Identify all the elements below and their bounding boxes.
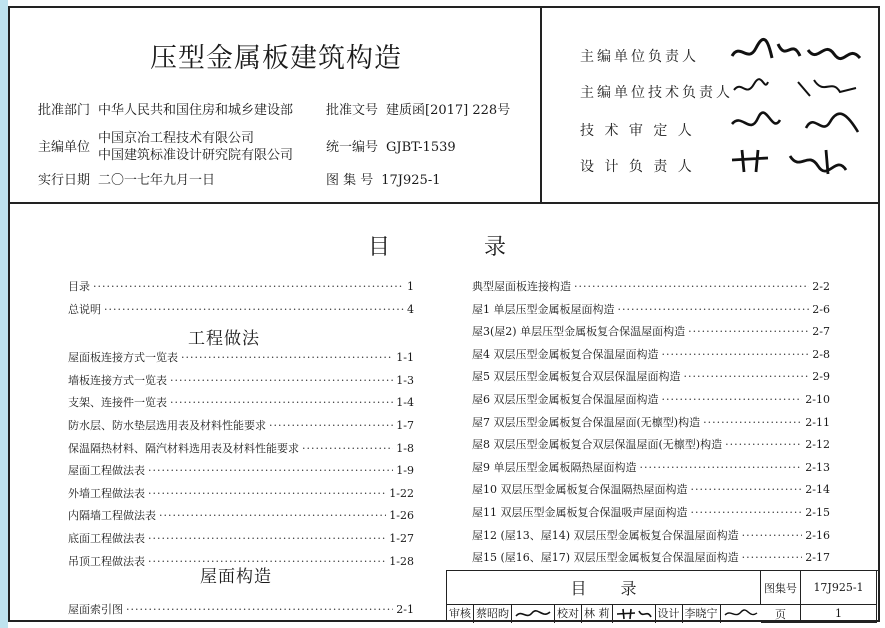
review-label: 审核 [447,605,474,623]
toc-entry[interactable]: 总说明 ····· 4 [68,301,414,324]
check-label: 校对 [555,605,582,623]
effective-date: 实行日期 二〇一七年九月一日 [38,173,216,188]
signatory-row: 主编单位负责人 [580,49,699,65]
review-name: 蔡昭昀 [474,605,512,623]
toc-entry[interactable]: 屋8 双层压型金属板复合双层保温屋面(无檩型)构造 ····· 2-12 [472,436,830,459]
handwritten-signature [728,70,868,104]
approval-doc: 批准文号 建质函[2017] 228号 [326,103,511,118]
cover-header [10,8,878,204]
unified-no: 统一编号 GJBT-1539 [326,140,456,155]
toc-entry[interactable]: 典型屋面板连接构造 ····· 2-2 [472,278,830,301]
toc-entry[interactable]: 屋4 双层压型金属板复合保温屋面构造 ····· 2-8 [472,346,830,369]
atlas-no-label: 图集号 [761,571,801,605]
signatory-panel [544,8,878,202]
toc-entry[interactable]: 吊顶工程做法表 ····· 1-28 [68,553,414,576]
design-signature [721,605,761,623]
drawing-title-block [446,570,878,622]
check-signature [613,605,656,623]
check-name: 林 莉 [582,605,613,623]
toc-entry[interactable]: 屋9 单层压型金属板隔热屋面构造 ····· 2-13 [472,459,830,482]
toc-entry[interactable]: 目录 ····· 1 [68,278,414,301]
toc-entry[interactable]: 支架、连接件一览表 ····· 1-4 [68,394,414,417]
toc-entry[interactable]: 屋3(屋2) 单层压型金属板复合保温屋面构造 ····· 2-7 [472,323,830,346]
toc-entry[interactable]: 保温隔热材料、隔汽材料选用表及材料性能要求 ····· 1-8 [68,440,414,463]
signatory-row: 技 术 审 定 人 [580,123,695,139]
toc-entry[interactable]: 屋面工程做法表 ····· 1-9 [68,462,414,485]
atlas-no-value: 17J925-1 [801,571,877,605]
toc-entry[interactable]: 屋面索引图 ····· 2-1 [68,601,414,624]
editor-unit: 主编单位 中国京冶工程技术有限公司 中国建筑标准设计研究院有限公司 [38,131,294,163]
title-block-name: 目 录 [447,571,761,605]
page-value: 1 [801,605,877,623]
toc-entry[interactable]: 屋1 单层压型金属板屋面构造 ····· 2-6 [472,301,830,324]
approval-row [447,605,761,623]
toc-entry[interactable]: 屋10 双层压型金属板复合保温隔热屋面构造 ····· 2-14 [472,481,830,504]
atlas-title: 压型金属板建筑构造 [150,43,402,74]
toc-entry[interactable]: 内隔墙工程做法表 ····· 1-26 [68,507,414,530]
section-heading-roof: 屋面构造 [200,567,272,587]
toc-entry[interactable]: 屋面板连接方式一览表 ····· 1-1 [68,349,414,372]
header-info-panel [10,8,542,202]
design-label: 设计 [656,605,683,623]
approval-dept: 批准部门 中华人民共和国住房和城乡建设部 [38,103,294,118]
toc-entry[interactable]: 底面工程做法表 ····· 1-27 [68,530,414,553]
toc-entry[interactable]: 屋6 双层压型金属板复合保温屋面构造 ····· 2-10 [472,391,830,414]
design-name: 李晓宁 [683,605,721,623]
toc-entry[interactable]: 屋12 (屋13、屋14) 双层压型金属板复合保温屋面构造 ····· 2-16 [472,527,830,550]
section-heading-engineering: 工程做法 [188,329,260,349]
scan-edge-strip [0,0,8,628]
toc-entry[interactable]: 防水层、防水垫层选用表及材料性能要求 ····· 1-7 [68,417,414,440]
toc-entry[interactable]: 屋11 双层压型金属板复合保温吸声屋面构造 ····· 2-15 [472,504,830,527]
toc-right-column [472,278,830,572]
toc-title-left: 目 [368,235,392,260]
handwritten-signature [728,144,868,180]
handwritten-signature [728,106,868,142]
drawing-frame [8,6,880,622]
atlas-no: 图 集 号 17J925-1 [326,173,441,188]
toc-entry[interactable]: 屋7 双层压型金属板复合保温屋面(无檩型)构造 ····· 2-11 [472,414,830,437]
signatory-row: 设 计 负 责 人 [580,159,695,175]
handwritten-signature [728,34,868,68]
editor-unit-line-1: 中国京冶工程技术有限公司 [98,131,255,146]
review-signature [512,605,555,623]
page-label: 页 [761,605,801,623]
signatory-row: 主编单位技术负责人 [580,85,733,101]
toc-entry[interactable]: 屋5 双层压型金属板复合双层保温屋面构造 ····· 2-9 [472,368,830,391]
toc-entry[interactable]: 屋15 (屋16、屋17) 双层压型金属板复合保温屋面构造 ····· 2-17 [472,549,830,572]
editor-unit-line-2: 中国建筑标准设计研究院有限公司 [98,148,294,163]
toc-title-right: 录 [484,235,508,260]
toc-entry[interactable]: 外墙工程做法表 ····· 1-22 [68,485,414,508]
toc-entry[interactable]: 墙板连接方式一览表 ····· 1-3 [68,372,414,395]
